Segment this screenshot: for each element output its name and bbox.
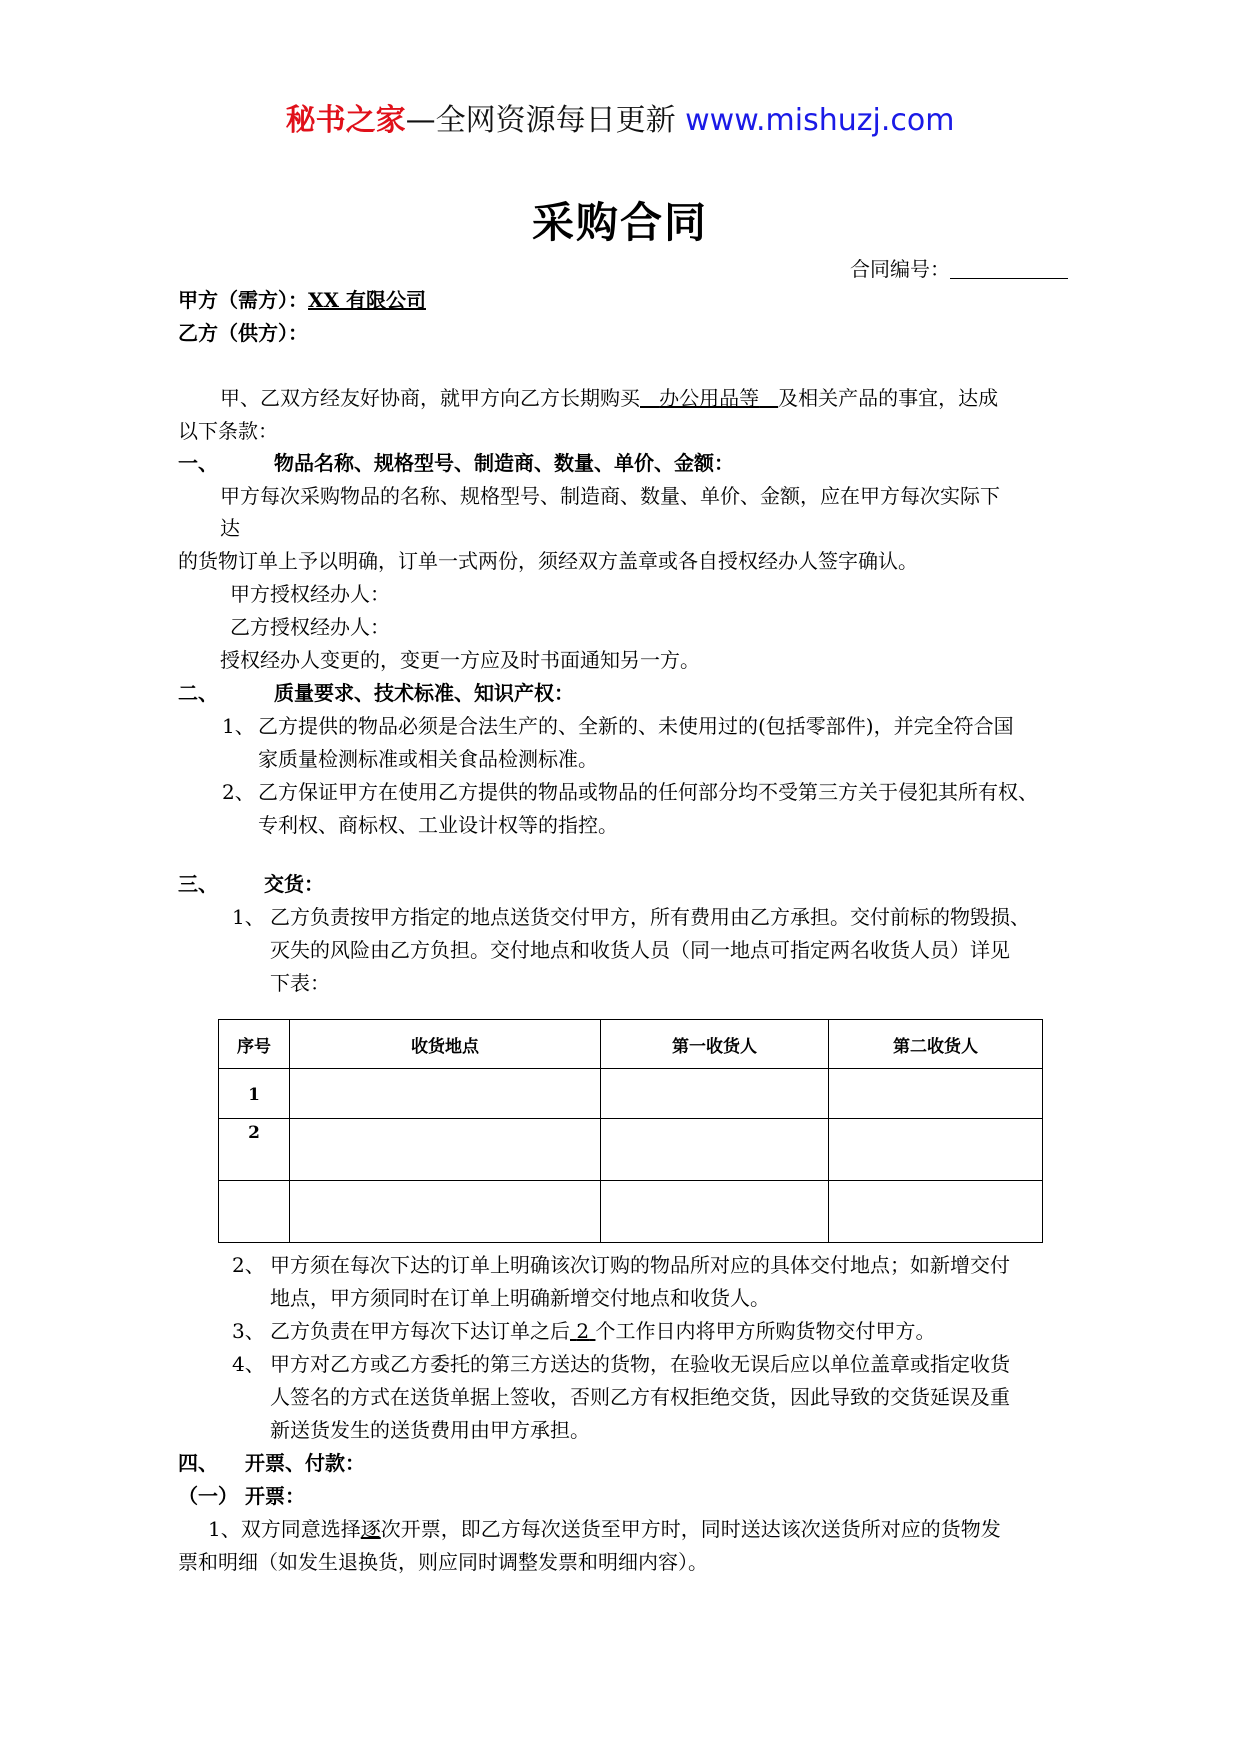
section-3-item-1-line-3: 下表： xyxy=(270,971,330,995)
section-4-number: 四、 xyxy=(178,1451,218,1475)
intro-line-1 xyxy=(220,388,998,408)
table-cell[interactable] xyxy=(290,1069,601,1119)
section-2-item-1-line-2: 家质量检测标准或相关食品检测标准。 xyxy=(258,747,598,771)
table-cell-seq: 2 xyxy=(219,1119,290,1181)
para-1-underlined: 逐 xyxy=(360,1517,381,1541)
table-cell[interactable] xyxy=(829,1119,1043,1181)
section-3-item-1-line-1: 乙方负责按甲方指定的地点送货交付甲方，所有费用由乙方承担。交付前标的物毁损、 xyxy=(270,905,1030,929)
table-header-row xyxy=(219,1020,1043,1069)
site-slogan: —全网资源每日更新 xyxy=(405,103,686,138)
section-4-subheading: （一） 开票： xyxy=(178,1484,305,1508)
table-cell[interactable] xyxy=(290,1181,601,1243)
item-3-text-2: 个工作日内将甲方所购货物交付甲方。 xyxy=(595,1319,936,1343)
intro-line-2: 以下条款： xyxy=(178,419,278,443)
section-1-agent-a: 甲方授权经办人： xyxy=(230,582,390,606)
party-b xyxy=(178,323,308,343)
party-b-label: 乙方（供方）： xyxy=(178,321,308,345)
document-title: 采购合同 xyxy=(531,198,708,247)
party-a-label: 甲方（需方）： xyxy=(178,288,308,312)
section-1-para-2: 的货物订单上予以明确，订单一式两份，须经双方盖章或各自授权经办人签字确认。 xyxy=(178,549,918,573)
section-1-heading: 物品名称、规格型号、制造商、数量、单价、金额： xyxy=(274,451,734,475)
section-3-item-2-line-2: 地点，甲方须同时在订单上明确新增交付地点和收货人。 xyxy=(270,1286,770,1310)
party-a xyxy=(178,290,508,310)
intro-text-2: 及相关产品的事宜，达成 xyxy=(778,386,999,410)
section-3-item-3-line xyxy=(270,1321,935,1341)
intro-text: 甲、乙双方经友好协商，就甲方向乙方长期购买 xyxy=(220,386,640,410)
contract-number-label: 合同编号： xyxy=(850,257,950,281)
contract-number xyxy=(850,258,1068,279)
section-2-item-1-line-1: 乙方提供的物品必须是合法生产的、全新的、未使用过的(包括零部件)，并完全符合国 xyxy=(258,714,1014,738)
table-cell[interactable] xyxy=(601,1069,829,1119)
table-row xyxy=(219,1181,1043,1243)
section-3-item-1-line-2: 灭失的风险由乙方负担。交付地点和收货人员（同一地点可指定两名收货人员）详见 xyxy=(270,938,1010,962)
section-4-para-1 xyxy=(208,1519,1001,1539)
section-2-heading: 质量要求、技术标准、知识产权： xyxy=(274,681,574,705)
table-header-cell: 收货地点 xyxy=(290,1020,601,1069)
table-cell-seq: 1 xyxy=(219,1069,290,1119)
party-a-value: XX 有限公司 xyxy=(308,288,426,312)
delivery-days: 2 xyxy=(576,1319,590,1343)
para-1-text-2: 次开票，即乙方每次送货至甲方时，同时送达该次送货所对应的货物发 xyxy=(380,1517,1001,1541)
section-1-para-1: 甲方每次采购物品的名称、规格型号、制造商、数量、单价、金额，应在甲方每次实际下 xyxy=(220,484,1000,508)
section-3-item-4-line-1: 甲方对乙方或乙方委托的第三方送达的货物，在验收无误后应以单位盖章或指定收货 xyxy=(270,1352,1010,1376)
section-3-item-2-number: 2、 xyxy=(232,1253,265,1277)
section-1-para-1b: 达 xyxy=(220,516,240,540)
section-1-para-3: 授权经办人变更的，变更一方应及时书面通知另一方。 xyxy=(220,648,700,672)
table-cell[interactable] xyxy=(829,1181,1043,1243)
section-2-number: 二、 xyxy=(178,681,218,705)
site-url-link[interactable]: www.mishuzj.com xyxy=(685,103,955,138)
section-4-para-1-line-2: 票和明细（如发生退换货，则应同时调整发票和明细内容）。 xyxy=(178,1550,708,1574)
table-cell[interactable] xyxy=(601,1119,829,1181)
section-3-item-4-number: 4、 xyxy=(232,1352,265,1376)
section-2-item-2-line-1: 乙方保证甲方在使用乙方提供的物品或物品的任何部分均不受第三方关于侵犯其所有权、 xyxy=(258,780,1038,804)
table-header-cell: 序号 xyxy=(219,1020,290,1069)
section-2-item-2-line-2: 专利权、商标权、工业设计权等的指控。 xyxy=(258,813,618,837)
table-cell-seq xyxy=(219,1181,290,1243)
contract-number-blank xyxy=(950,258,1068,279)
table-cell[interactable] xyxy=(290,1119,601,1181)
section-2-item-2-number: 2、 xyxy=(222,780,255,804)
table-row xyxy=(219,1069,1043,1119)
section-4-heading: 开票、付款： xyxy=(245,1451,365,1475)
site-header xyxy=(0,103,1240,138)
table-cell[interactable] xyxy=(829,1069,1043,1119)
item-3-text: 乙方负责在甲方每次下达订单之后 xyxy=(270,1319,570,1343)
section-3-item-3-number: 3、 xyxy=(232,1319,265,1343)
section-3-item-4-line-2: 人签名的方式在送货单据上签收，否则乙方有权拒绝交货，因此导致的交货延误及重 xyxy=(270,1385,1010,1409)
section-2-item-1-number: 1、 xyxy=(222,714,255,738)
section-1-agent-b: 乙方授权经办人： xyxy=(230,615,390,639)
intro-item: 办公用品等 xyxy=(659,386,760,410)
table-header-cell: 第二收货人 xyxy=(829,1020,1043,1069)
para-1-text: 1、双方同意选择 xyxy=(208,1517,361,1541)
section-3-item-2-line-1: 甲方须在每次下达的订单上明确该次订购的物品所对应的具体交付地点；如新增交付 xyxy=(270,1253,1010,1277)
section-3-item-4-line-3: 新送货发生的送货费用由甲方承担。 xyxy=(270,1418,590,1442)
section-3-number: 三、 xyxy=(178,872,218,896)
section-3-item-1-number: 1、 xyxy=(232,905,265,929)
site-brand: 秘书之家 xyxy=(285,103,406,138)
table-cell[interactable] xyxy=(601,1181,829,1243)
table-row xyxy=(219,1119,1043,1181)
delivery-table xyxy=(218,1019,1043,1243)
table-header-cell: 第一收货人 xyxy=(601,1020,829,1069)
section-1-number: 一、 xyxy=(178,451,218,475)
section-3-heading: 交货： xyxy=(264,872,324,896)
